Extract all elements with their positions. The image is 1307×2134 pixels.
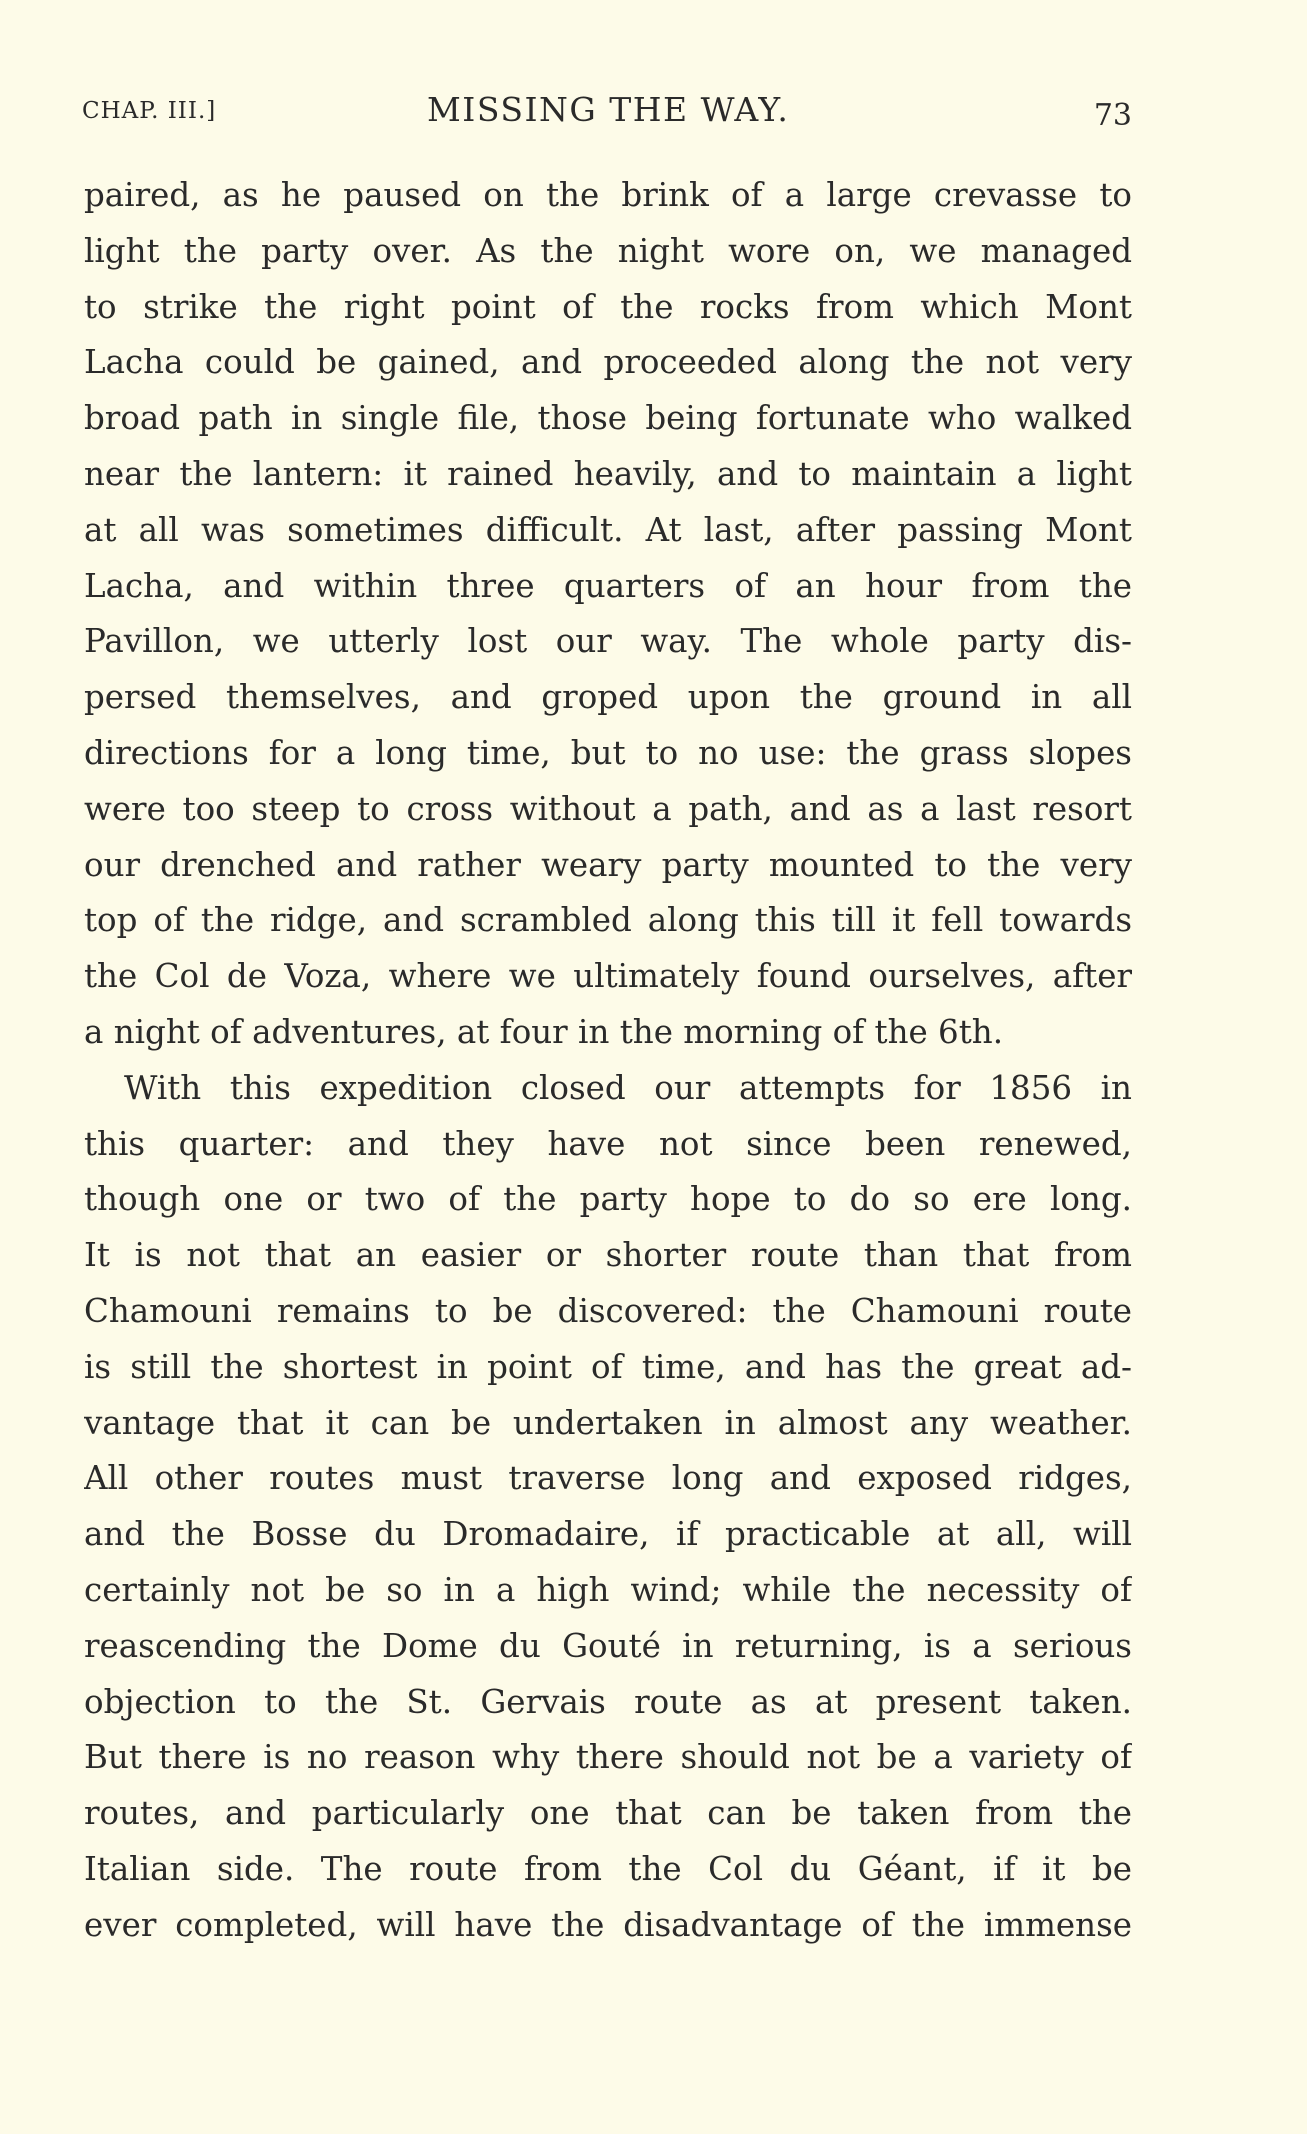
text-line: our drenched and rather weary party mounted to the very bbox=[84, 845, 1132, 884]
chapter-label: CHAP. III.] bbox=[82, 98, 217, 124]
text-line: Pavillon, we utterly lost our way. The whole party dis- bbox=[84, 622, 1132, 661]
text-line: It is not that an easier or shorter route than that from bbox=[84, 1236, 1132, 1275]
running-title: MISSING THE WAY. bbox=[427, 90, 790, 129]
text-line: is still the shortest in point of time, and has the great ad- bbox=[84, 1347, 1132, 1386]
running-header bbox=[82, 88, 1132, 138]
text-line: top of the ridge, and scrambled along this till it fell towards bbox=[84, 901, 1132, 940]
text-line: Lacha could be gained, and proceeded along the not very bbox=[84, 343, 1132, 382]
text-line: certainly not be so in a high wind; while the necessity of bbox=[84, 1570, 1132, 1609]
text-line: But there is no reason why there should not be a variety of bbox=[84, 1738, 1132, 1777]
page-number: 73 bbox=[1093, 98, 1132, 133]
text-line: at all was sometimes difficult. At last, after passing Mont bbox=[84, 510, 1132, 549]
text-line: Chamouni remains to be discovered: the Chamouni route bbox=[84, 1291, 1132, 1330]
text-line: Italian side. The route from the Col du Géant, if it be bbox=[84, 1849, 1132, 1888]
text-line: this quarter: and they have not since been renewed, bbox=[84, 1124, 1132, 1163]
text-line: though one or two of the party hope to do so ere long. bbox=[84, 1180, 1132, 1219]
text-line: vantage that it can be undertaken in almost any weather. bbox=[84, 1403, 1132, 1442]
text-line: ever completed, will have the disadvantage of the immense bbox=[84, 1905, 1132, 1944]
text-line: Lacha, and within three quarters of an hour from the bbox=[84, 566, 1132, 605]
text-line: objection to the St. Gervais route as at present taken. bbox=[84, 1682, 1132, 1721]
text-line: and the Bosse du Dromadaire, if practicable at all, will bbox=[84, 1515, 1132, 1554]
paragraph-start-line: With this expedition closed our attempts for 1856 in bbox=[124, 1068, 1132, 1107]
text-line: persed themselves, and groped upon the ground in all bbox=[84, 678, 1132, 717]
text-line: the Col de Voza, where we ultimately found ourselves, after bbox=[84, 957, 1132, 996]
text-line: routes, and particularly one that can be taken from the bbox=[84, 1794, 1132, 1833]
text-line: were too steep to cross without a path, and as a last resort bbox=[84, 789, 1132, 828]
text-line: directions for a long time, but to no use: the grass slopes bbox=[84, 733, 1132, 772]
text-line: paired, as he paused on the brink of a large crevasse to bbox=[84, 176, 1132, 214]
text-line: light the party over. As the night wore on, we managed bbox=[84, 231, 1132, 270]
text-line: broad path in single file, those being fortunate who walked bbox=[84, 399, 1132, 438]
text-line: to strike the right point of the rocks from which Mont bbox=[84, 287, 1132, 326]
text-line: reascending the Dome du Gouté in returning, is a serious bbox=[84, 1626, 1132, 1665]
text-line: All other routes must traverse long and exposed ridges, bbox=[84, 1459, 1132, 1498]
body-text bbox=[84, 168, 1132, 1954]
text-line: near the lantern: it rained heavily, and to maintain a light bbox=[84, 454, 1132, 493]
paragraph-end-line: a night of adventures, at four in the morning of the 6th. bbox=[84, 1012, 1004, 1051]
